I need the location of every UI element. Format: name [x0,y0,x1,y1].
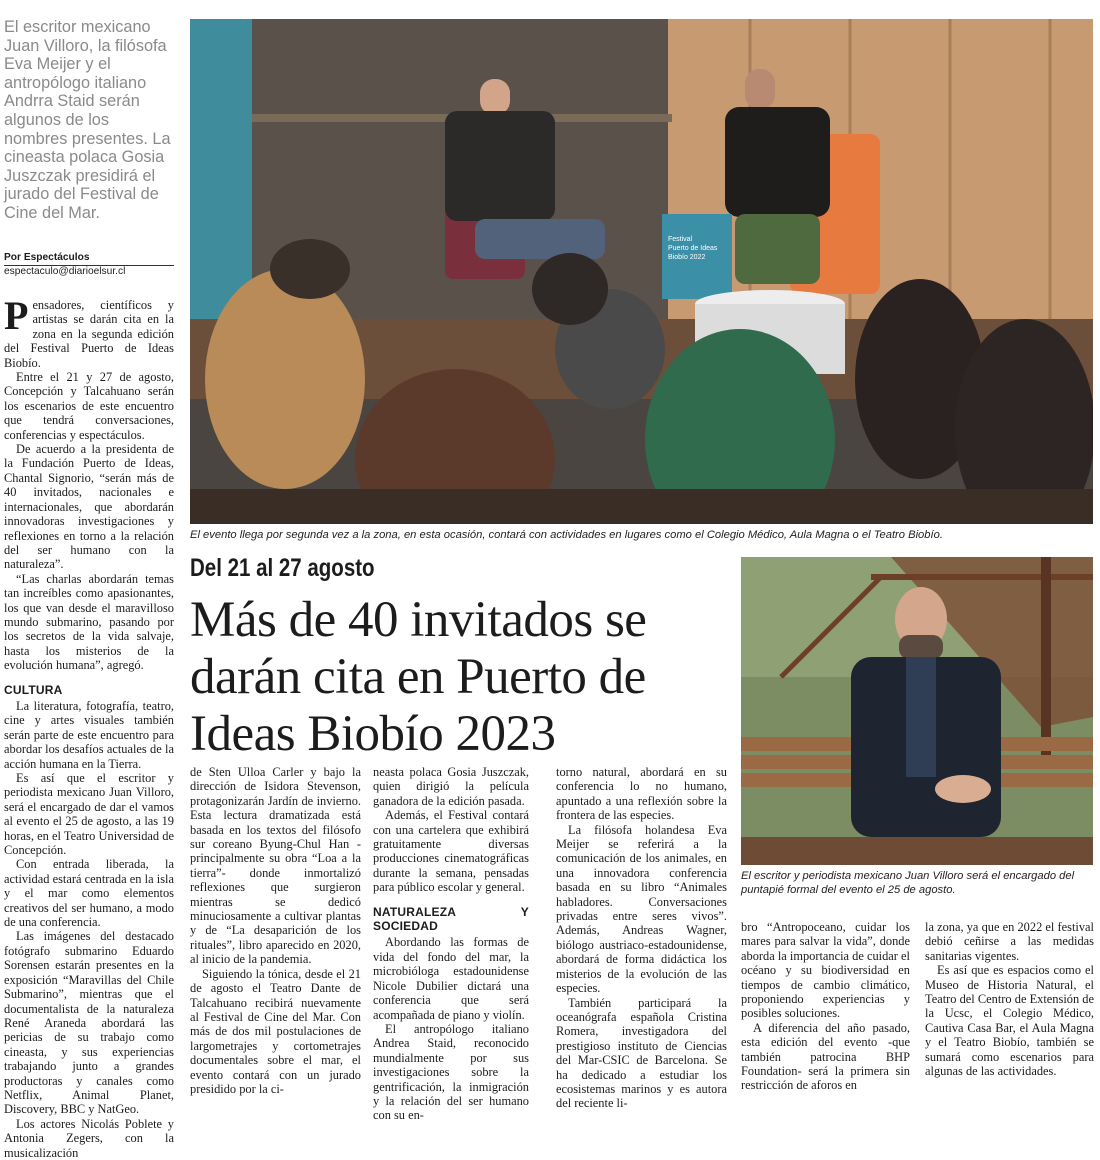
paragraph: Con entrada liberada, la actividad estará centrada en la isla y el mar como elementos creativos del ser humano, a modo de una conferencia. [4,857,174,930]
banner-text: Biobío 2022 [668,254,706,261]
paragraph: “Las charlas abordarán temas tan increíbles como apasionantes, los que van desde el maravilloso mundo submarino, pasando por los secretos de la vida salvaje, hasta los misterios de la evolución humana”, agregó. [4,571,174,673]
article-column-3 [373,765,529,1123]
paragraph [4,293,174,370]
paragraph: La literatura, fotografía, teatro, cine y artes visuales también serán parte de este encuentro para abordar los desafíos actuales de la acción humana en la Tierra. [4,698,174,771]
article-column-6 [925,920,1094,1078]
article-column-5 [741,920,910,1093]
portrait-photo-illustration [741,557,1093,865]
photo-caption: El evento llega por segunda vez a la zona, en esta ocasión, contará con actividades en lugares como el Colegio Médico, Aula Magna o el Teatro Biobío. [190,529,943,541]
article-lead: El escritor mexicano Juan Villoro, la filósofa Eva Meijer y el antropólogo italiano Andrra Staid serán algunos de los nombres presentes. La cineasta polaca Gosia Juszczak presidirá el jurado del Festival de Cine del Mar. [4,18,171,222]
banner-text: Festival [668,236,693,243]
headline: Más de 40 invitados se darán cita en Puerto de Ideas Biobío 2023 [190,592,647,762]
subheading-naturaleza: NATURALEZA Y SOCIEDAD [373,904,529,934]
paragraph: la zona, ya que en 2022 el festival debió ceñirse a las medidas sanitarias vigentes. [925,920,1094,963]
paragraph: Es así que el escritor y periodista mexicano Juan Villoro, será el encargado de dar el vamos al evento el 25 de agosto, a las 19 horas, en el Teatro Universidad de Concepción. [4,771,174,858]
paragraph: Siguiendo la tónica, desde el 21 de agosto el Teatro Dante de Talcahuano recibirá nuevamente al Festival de Cine del Mar. Con más de dos mil postulaciones de largometrajes y cortometrajes documentales sobre el mar, el evento contará con un jurado presidido por la ci- [190,966,361,1096]
paragraph: A diferencia del año pasado, esta edición del evento -que también patrocina BHP Foundation- será la primera sin restricción de aforos en [741,1020,910,1093]
paragraph: La filósofa holandesa Eva Meijer se referirá a la comunicación de los animales, en una innovadora conferencia basada en su libro “Animales habladores. Conversaciones privadas entre seres vivos”. Además, Andreas Wagner, biólogo austriaco-estadounidense, abordará de forma didáctica los misterios de la evolución de las especies. [556,822,727,996]
paragraph: El antropólogo italiano Andrea Staid, reconocido mundialmente por sus investigaciones sobre la gentrificación, la inmigración y la relación del ser humano con su en- [373,1021,529,1123]
paragraph: de Sten Ulloa Carler y bajo la dirección de Isidora Stevenson, protagonizarán Jardín de invierno. Esta lectura dramatizada está basada en los textos del filósofo sur coreano Byung-Chul Han -principalmente su obra “Loa a la tierra”- donde inmortalizó reflexiones que surgieron mientras se dedicó minuciosamente a cultivar plantas y de “La desaparición de los rituales”, libro aparecido en 2020, al inicio de la pandemia. [190,765,361,967]
paragraph: También participará la oceanógrafa española Cristina Romera, investigadora del prestigioso instituto de Ciencias del Mar-CSIC de Barcelona. Se ha dedicado a estudiar los ecosistemas marinos y es autora del reciente li- [556,995,727,1111]
byline-email[interactable]: espectaculo@diarioelsur.cl [4,266,126,277]
article-column-1 [4,293,174,1160]
portrait-caption: El escritor y periodista mexicano Juan Villoro será el encargado del puntapié formal del evento el 25 de agosto. [741,870,1075,896]
paragraph: Entre el 21 y 27 de agosto, Concepción y Talcahuano serán los escenarios de este encuentro que tendrá conversaciones, conferencias y espectáculos. [4,370,174,442]
article-column-2 [190,765,361,1096]
article-column-4 [556,765,727,1111]
subheading-cultura: CULTURA [4,682,63,697]
paragraph: Los actores Nicolás Poblete y Antonia Zegers, con la musicalización [4,1116,174,1160]
paragraph: De acuerdo a la presidenta de la Fundación Puerto de Ideas, Chantal Signorio, “serán más de 40 invitados, nacionales e internacionales, que abordarán innovadoras investigaciones y reflexiones en torno a la relación del ser humano con la naturaleza”. [4,442,174,572]
portrait-photo [741,557,1093,865]
byline [4,252,174,278]
paragraph: neasta polaca Gosia Juszczak, quien dirigió la película ganadora de la edición pasada. [373,765,529,808]
paragraph: Es así que es espacios como el Museo de Historia Natural, el Teatro del Centro de Extensión de la Ucsc, el Colegio Médico, Cautiva Casa Bar, el Aula Magna y el Teatro Biobío, también se sumará como escenarios para algunas de las actividades. [925,963,1094,1079]
event-photo-illustration [190,19,1093,524]
paragraph: Además, el Festival contará con una cartelera que exhibirá gratuitamente diversas producciones cinematográficas durante la semana, pensadas para público escolar y general. [373,808,529,895]
kicker: Del 21 al 27 agosto [190,554,375,582]
paragraph: Abordando las formas de vida del fondo del mar, la microbióloga estadounidense Nicole Dubilier dictará una conferencia que será acompañada de piano y violín. [373,935,529,1022]
byline-author: Por Espectáculos [4,252,174,266]
paragraph: torno natural, abordará en su conferencia lo no humano, apuntado a una reflexión sobre la frontera de las especies. [556,765,727,823]
paragraph: Las imágenes del destacado fotógrafo submarino Eduardo Sorensen estarán presentes en la exposición “Maravillas del Chile Submarino”, mientras que el documentalista de la naturaleza René Araneda abordará las pericias de su trabajo como cineasta, y sus experiencias trabajando junto a grandes productoras y canales como Netflix, Animal Planet, Discovery, BBC y NatGeo. [4,929,174,1117]
paragraph: bro “Antropoceano, cuidar los mares para salvar la vida”, donde aborda la importancia de cuidar el océano y su biodiversidad en tiempos de cambio climático, proponiendo experiencias y posibles soluciones. [741,920,910,1021]
event-photo [190,19,1093,524]
drop-cap: P [4,293,29,338]
paragraph-text: ensadores, científicos y artistas se darán cita en la zona en la segunda edición del Festival Puerto de Ideas Biobío. [4,298,174,370]
banner-text: Puerto de Ideas [668,245,718,252]
